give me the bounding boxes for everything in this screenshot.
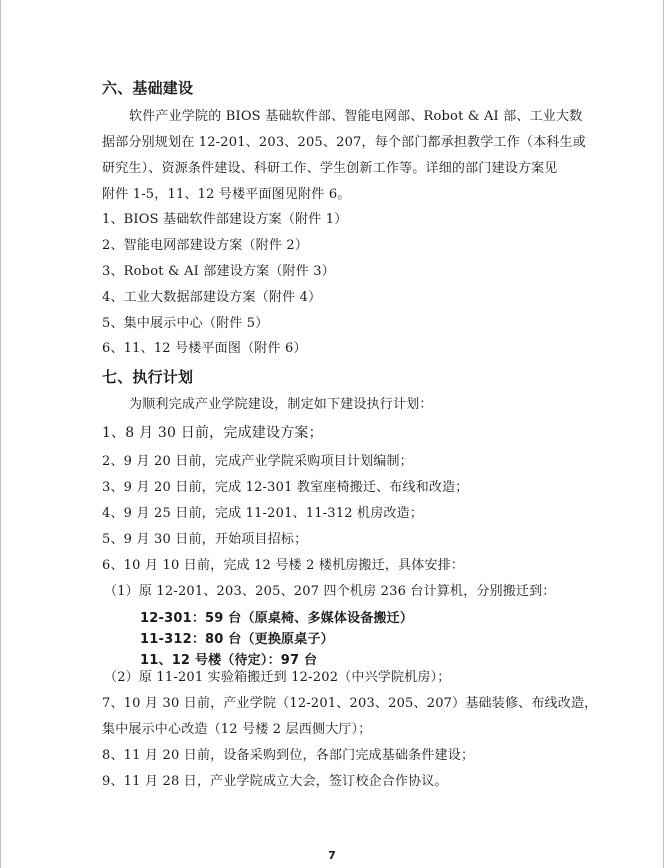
move-item: 12-301：59 台（原桌椅、多媒体设备搬迁）	[140, 611, 414, 626]
section-7-intro: 为顺利完成产业学院建设，制定如下建设执行计划：	[129, 397, 433, 412]
section-6-intro-line: 附件 1-5，11、12 号楼平面图见附件 6。	[102, 187, 351, 202]
section-6-item: 6、11、12 号楼平面图（附件 6）	[102, 341, 307, 356]
section-6-item: 5、集中展示中心（附件 5）	[102, 316, 269, 331]
plan-step: 1、8 月 30 日前，完成建设方案；	[102, 425, 323, 441]
section-7-title: 七、执行计划	[102, 368, 194, 386]
plan-step: 5、9 月 30 日前，开始项目招标；	[102, 532, 308, 547]
plan-step: 2、9 月 20 日前，完成产业学院采购项目计划编制；	[102, 454, 413, 469]
section-6-item: 1、BIOS 基础软件部建设方案（附件 1）	[102, 212, 348, 227]
sub-item-1: （1）原 12-201、203、205、207 四个机房 236 台计算机，分别搬迁到：	[104, 584, 556, 599]
section-6-title: 六、基础建设	[102, 79, 194, 97]
section-6-intro-line: 据部分别规划在 12-201、203、205、207，每个部门都承担教学工作（本科生或	[102, 135, 586, 150]
plan-step: 7、10 月 30 日前，产业学院（12-201、203、205、207）基础装修、布线改造，	[102, 696, 598, 711]
plan-step: 3、9 月 20 日前，完成 12-301 教室座椅搬迁、布线和改造；	[102, 480, 469, 495]
move-item: 11-312：80 台（更换原桌子）	[140, 632, 334, 647]
plan-step: 4、9 月 25 日前，完成 11-201、11-312 机房改造；	[102, 506, 424, 521]
move-item: 11、12 号楼（待定）：97 台	[140, 653, 318, 668]
plan-step: 集中展示中心改造（12 号楼 2 层西侧大厅）；	[102, 722, 372, 737]
page-number: 7	[328, 849, 336, 862]
plan-step: 9、11 月 28 日，产业学院成立大会，签订校企合作协议。	[102, 774, 448, 789]
section-6-item: 2、智能电网部建设方案（附件 2）	[102, 238, 309, 253]
section-6-intro-line: 软件产业学院的 BIOS 基础软件部、智能电网部、Robot & AI 部、工业大数	[129, 109, 583, 124]
section-6-intro-line: 研究生）、资源条件建设、科研工作、学生创新工作等。详细的部门建设方案见	[102, 161, 558, 176]
page-border-left	[0, 0, 1, 868]
section-6-item: 4、工业大数据部建设方案（附件 4）	[102, 290, 322, 305]
plan-step: 6、10 月 10 日前，完成 12 号楼 2 楼机房搬迁，具体安排：	[102, 558, 465, 573]
section-6-item: 3、Robot & AI 部建设方案（附件 3）	[102, 264, 335, 279]
sub-item-2: （2）原 11-201 实验箱搬迁到 12-202（中兴学院机房）；	[104, 670, 451, 685]
plan-step: 8、11 月 20 日前，设备采购到位，各部门完成基础条件建设；	[102, 748, 475, 763]
